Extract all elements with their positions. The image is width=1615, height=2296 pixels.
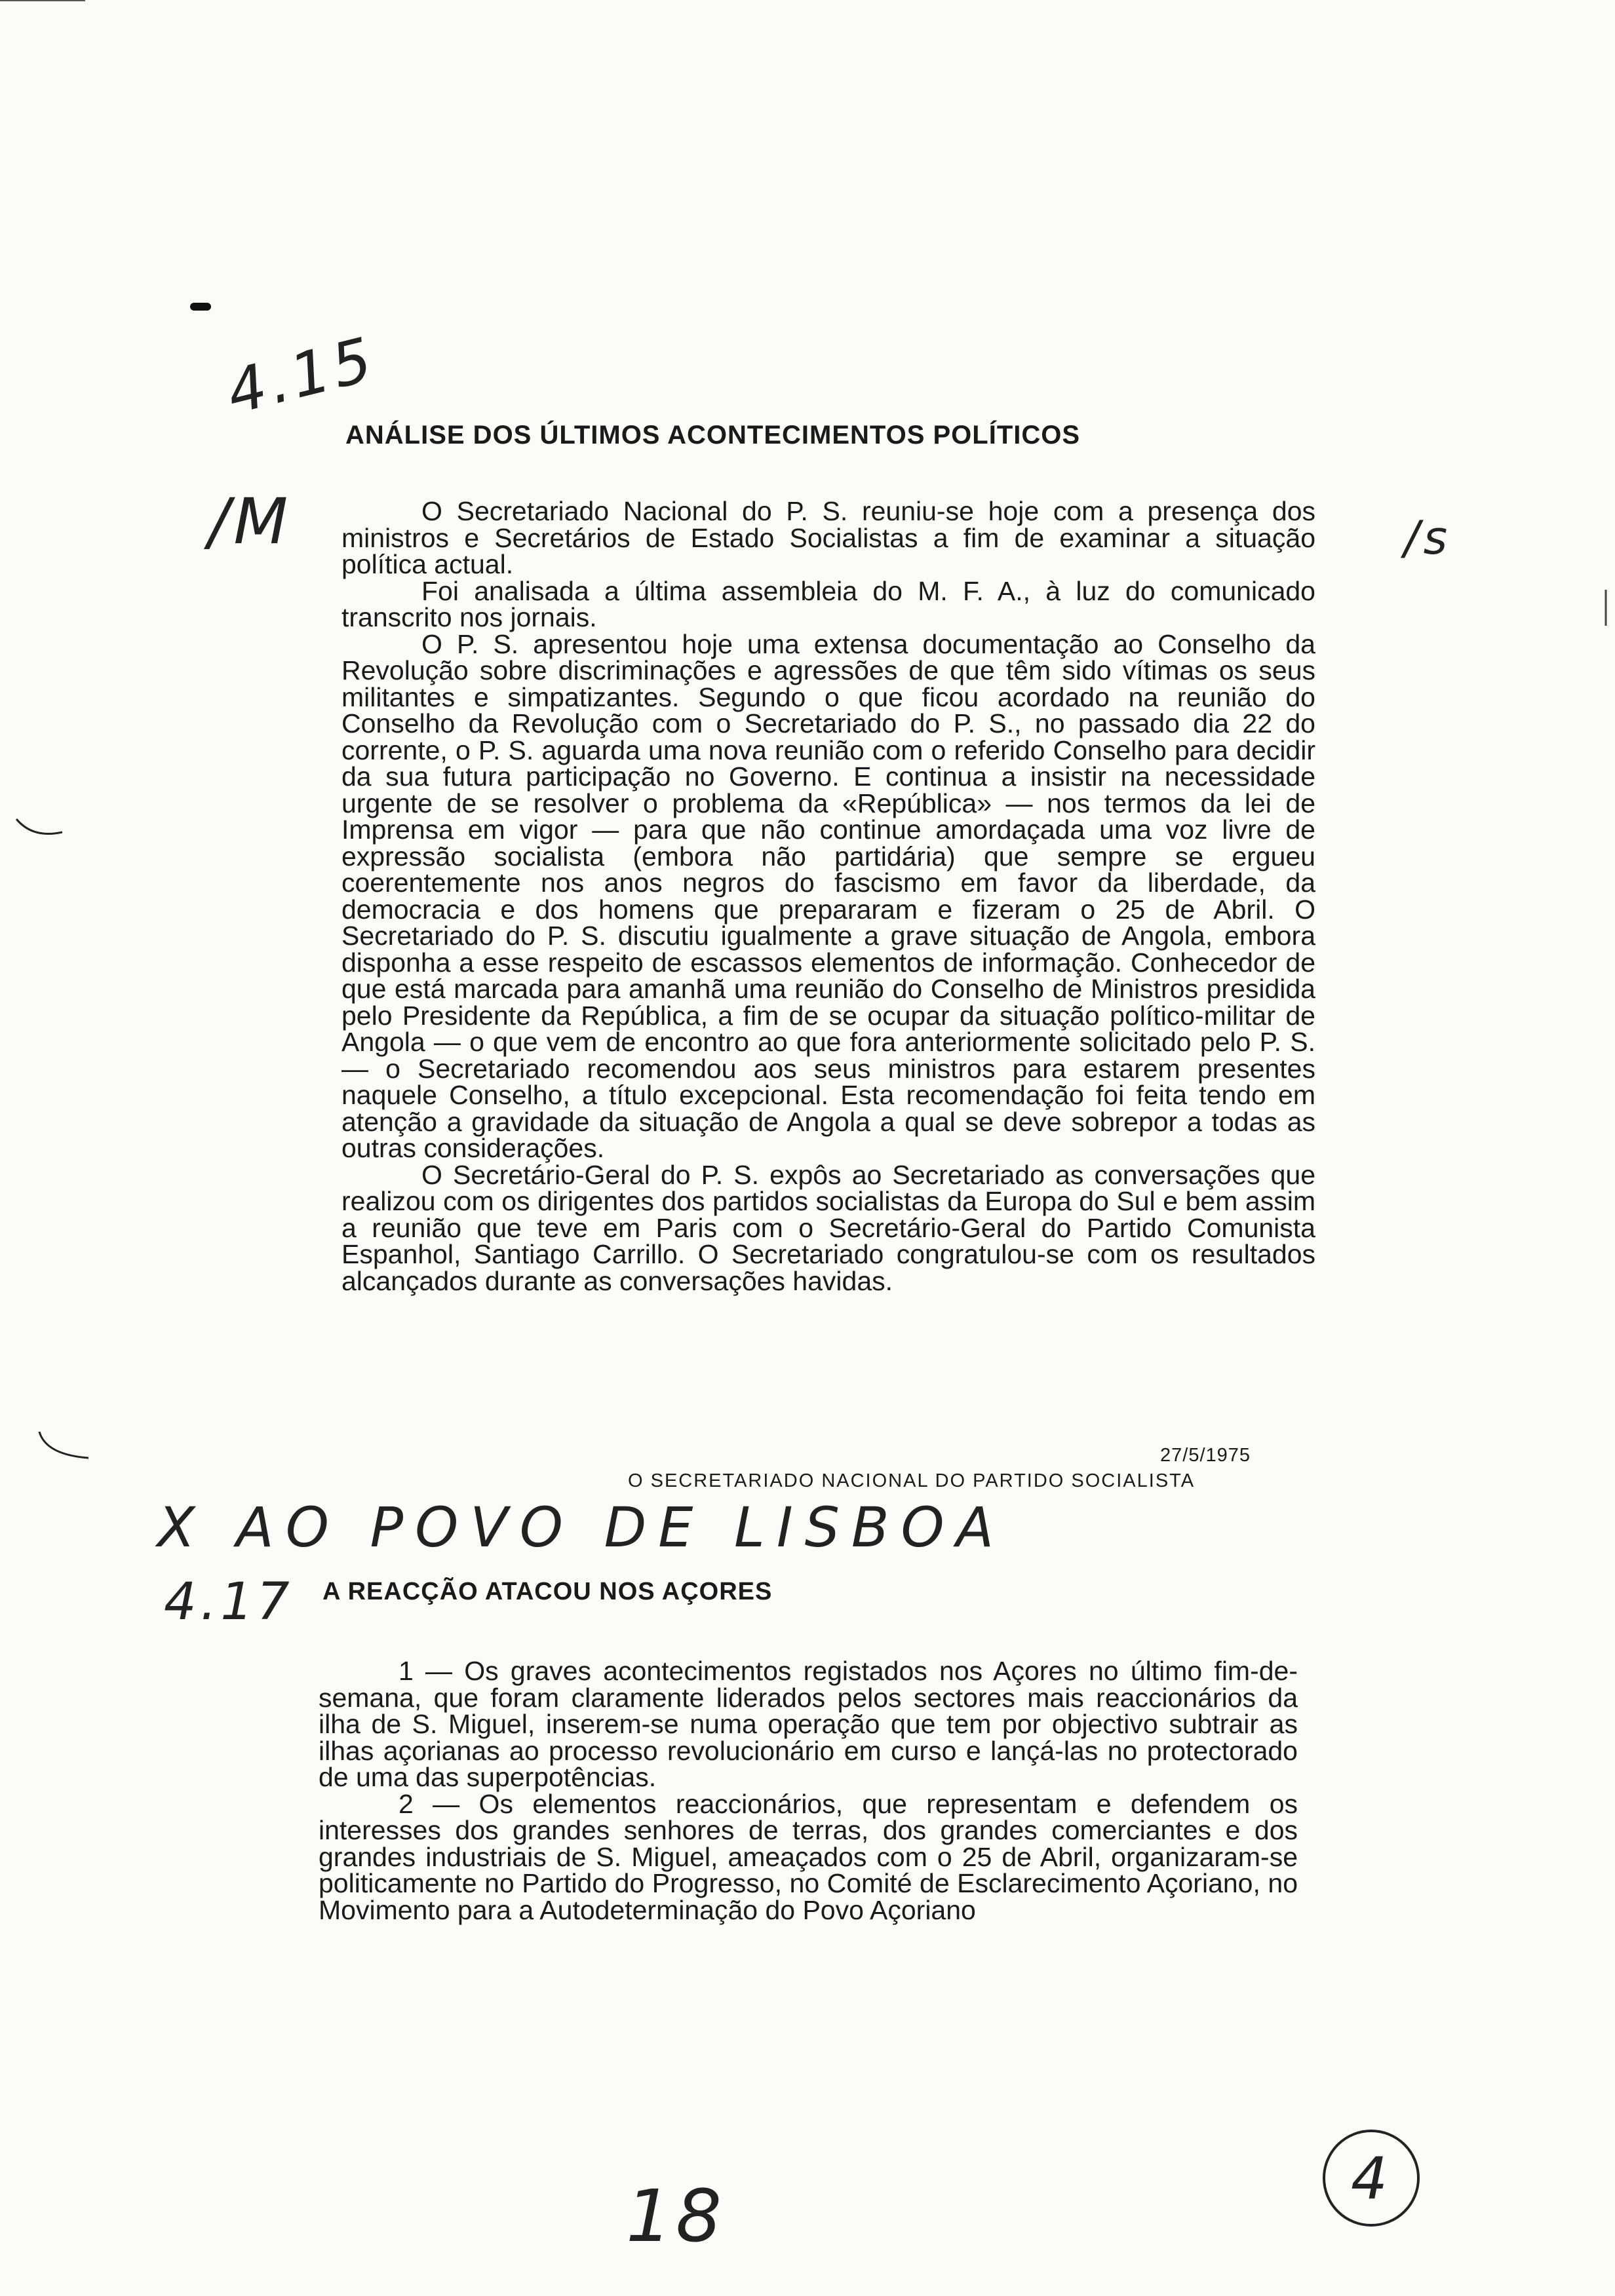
handwritten-page-number: 18 xyxy=(626,2174,726,2258)
paragraph: 1 — Os graves acontecimentos registados nos Açores no último fim-de-semana, que foram claramente liderados pelos sectores mais reaccionários da ilha de S. Miguel, inserem-se numa operação que tem por objectivo subtrair as ilhas açorianas ao processo revolucionário em curso e lançá-las no protectorado de uma das superpotências. xyxy=(319,1656,1298,1792)
article-title: A REACÇÃO ATACOU NOS AÇORES xyxy=(322,1578,773,1605)
margin-bracket-mark xyxy=(13,813,66,852)
article-body xyxy=(341,498,1315,1294)
handwritten-mark-right: /s xyxy=(1404,511,1452,565)
handwritten-mark-left: /M xyxy=(208,485,292,558)
scan-edge-line xyxy=(0,0,85,1)
circled-number-text: 4 xyxy=(1351,2144,1391,2212)
paragraph: Foi analisada a última assembleia do M. F. A., à luz do comunicado transcrito nos jornais. xyxy=(341,575,1315,632)
margin-bracket-mark xyxy=(33,1428,92,1468)
handwritten-number-top: 4.15 xyxy=(220,323,383,429)
article-signature: O SECRETARIADO NACIONAL DO PARTIDO SOCIALISTA xyxy=(628,1470,1196,1491)
article-title: ANÁLISE DOS ÚLTIMOS ACONTECIMENTOS POLÍTICOS xyxy=(345,421,1081,450)
paragraph: O Secretariado Nacional do P. S. reuniu-se hoje com a presença dos ministros e Secretários de Estado Socialistas a fim de examinar a situação política actual. xyxy=(341,496,1315,579)
paragraph: 2 — Os elementos reaccionários, que representam e defendem os interesses dos grandes senhores de terras, dos grandes comerciantes e dos grandes industriais de S. Miguel, ameaçados com o 25 de Abril, organizaram-se politicamente no Partido do Progresso, no Comité de Esclarecimento Açoriano, no Movimento para a Autodeterminação do Povo Açoriano xyxy=(319,1788,1298,1925)
handwritten-number-second: 4.17 xyxy=(164,1573,294,1632)
scan-speck xyxy=(190,303,211,311)
article-body xyxy=(319,1658,1298,1923)
circled-number xyxy=(1323,2130,1420,2227)
paragraph: O P. S. apresentou hoje uma extensa documentação ao Conselho da Revolução sobre discriminações e agressões de que têm sido vítimas os seus militantes e simpatizantes. Segundo o que ficou acordado na reunião do Conselho da Revolução com o Secretariado do P. S., no passado dia 22 do corrente, o P. S. aguarda uma nova reunião com o referido Conselho para decidir da sua futura participação no Governo. E continua a insistir na necessidade urgente de se resolver o problema da «República» — nos termos da lei de Imprensa em vigor — para que não continue amordaçada uma voz livre de expressão socialista (embora não partidária) que sempre se ergueu coerentemente nos anos negros do fascismo em favor da liberdade, da democracia e dos homens que prepararam e fizeram o 25 de Abril. O Secretariado do P. S. discutiu igualmente a grave situação de Angola, embora disponha a esse respeito de escassos elementos de informação. Conhecedor de que está marcada para amanhã uma reunião do Conselho de Ministros presidida pelo Presidente da República, a fim de se ocupar da situação político-militar de Angola — o que vem de encontro ao que fora anteriormente solicitado pelo P. S. — o Secretariado recomendou aos seus ministros para estarem presentes naquele Conselho, a título excepcional. Esta recomendação foi feita tendo em atenção a gravidade da situação de Angola a qual se deve sobrepor a todas as outras considerações. xyxy=(341,628,1315,1163)
article-date: 27/5/1975 xyxy=(1160,1445,1251,1466)
paragraph: O Secretário-Geral do P. S. expôs ao Secretariado as conversações que realizou com os dirigentes dos partidos socialistas da Europa do Sul e bem assim a reunião que teve em Paris com o Secretário-Geral do Partido Comunista Espanhol, Santiago Carrillo. O Secretariado congratulou-se com os resultados alcançados durante as conversações havidas. xyxy=(341,1159,1315,1296)
margin-tick-mark xyxy=(1599,590,1612,629)
handwritten-title: X AO POVO DE LISBOA xyxy=(157,1495,1006,1559)
